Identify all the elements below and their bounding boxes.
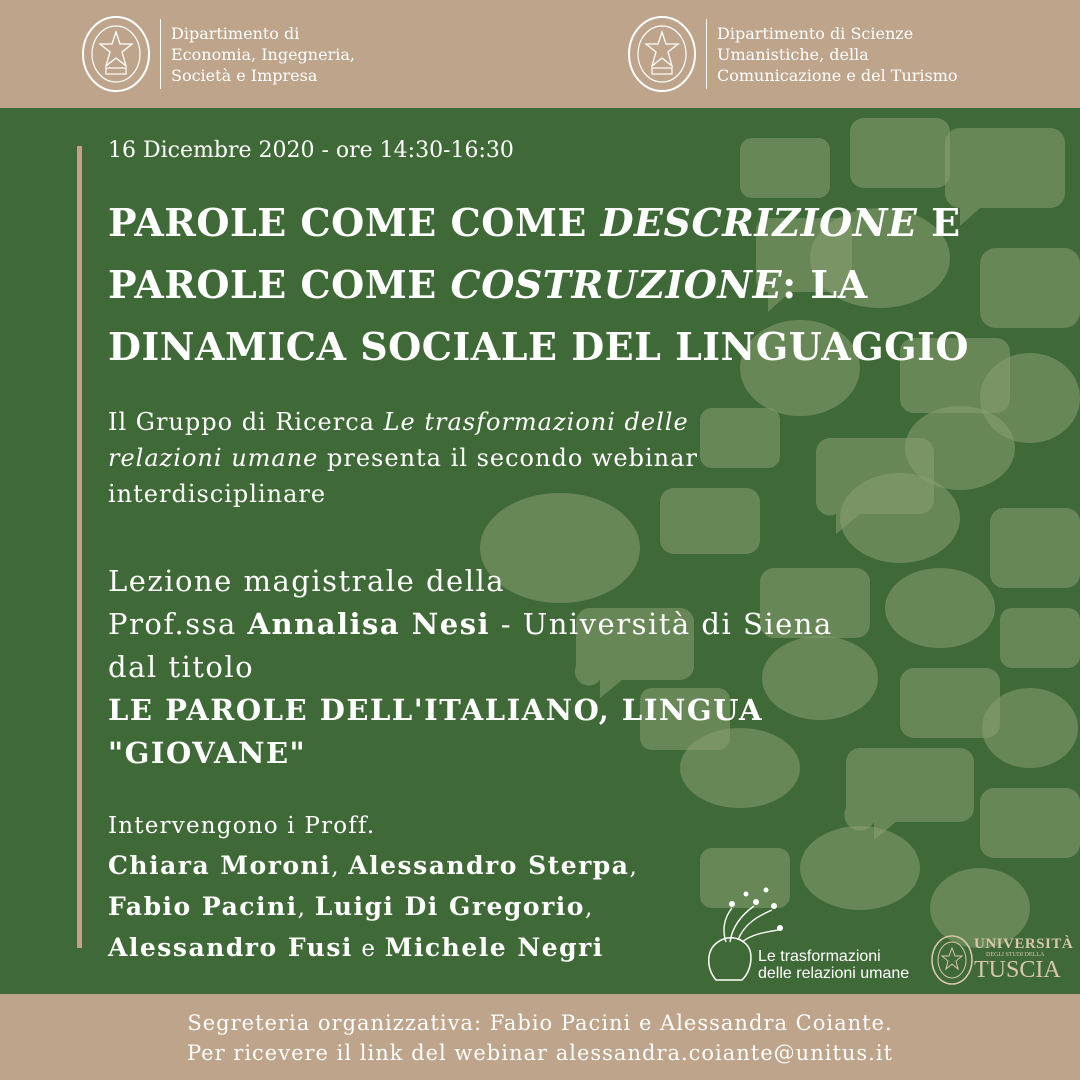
dept-left-block xyxy=(80,14,355,94)
intro-line-1-italic: Le trasformazioni delle xyxy=(383,408,689,436)
dept-left-line-2: Economia, Ingegneria, xyxy=(171,44,355,64)
dept-right-line-3: Comunicazione e del Turismo xyxy=(717,65,958,85)
speaker-name: Michele Negri xyxy=(384,933,604,962)
lecture-line-3: dal titolo xyxy=(108,650,255,684)
title-line-2-part-c: : LA xyxy=(782,262,868,307)
speaker-name: Fabio Pacini xyxy=(108,892,298,921)
lecture-speaker-name: Annalisa Nesi xyxy=(247,607,491,641)
footer-info xyxy=(0,1008,1080,1068)
intro-line-2-part-b: presenta il secondo webinar xyxy=(318,444,698,472)
intro-line-1-part-a: Il Gruppo di Ricerca xyxy=(108,408,384,436)
event-date: 16 Dicembre 2020 - ore 14:30-16:30 xyxy=(108,138,514,163)
dept-right-line-1: Dipartimento di Scienze xyxy=(717,23,914,43)
title-line-1-part-c: E xyxy=(917,200,961,245)
dept-left-name xyxy=(171,23,355,86)
university-seal-icon xyxy=(626,14,698,94)
dept-left-divider xyxy=(160,19,161,89)
speaker-name: Alessandro Fusi xyxy=(108,933,353,962)
uni-name-line-2: DEGLI STUDI DELLA xyxy=(986,952,1045,958)
speaker-separator: , xyxy=(297,895,307,921)
lecture-prof-prefix: Prof.ssa xyxy=(108,607,248,641)
title-line-2-part-a: PAROLE COME xyxy=(108,262,451,307)
research-group-name xyxy=(758,948,909,982)
university-seal-icon xyxy=(80,14,152,94)
group-name-line-2: delle relazioni umane xyxy=(758,965,910,982)
title-line-1-italic: DESCRIZIONE xyxy=(600,200,918,245)
speaker-name: Alessandro Sterpa xyxy=(348,851,630,880)
intro-line-2 xyxy=(108,440,1028,476)
dept-right-line-2: Umanistiche, della xyxy=(717,44,869,64)
speakers-intro: Intervengono i Proff. xyxy=(108,813,376,839)
group-name-line-1: Le trasformazioni xyxy=(758,948,881,965)
lecture-line-1: Lezione magistrale della xyxy=(108,564,506,598)
lecture-title-line-1: LE PAROLE DELL'ITALIANO, LINGUA xyxy=(108,693,764,727)
event-intro xyxy=(108,404,1028,512)
lecture-line-2 xyxy=(108,603,1048,646)
lecture-title-line-2: "GIOVANE" xyxy=(108,736,307,770)
dept-right-divider xyxy=(706,19,707,89)
title-line-1-part-a: PAROLE COME COME xyxy=(108,200,601,245)
speaker-separator: , xyxy=(629,854,638,880)
dept-right-block xyxy=(626,14,958,94)
intro-line-2-italic: relazioni umane xyxy=(108,444,319,472)
lecture-block xyxy=(108,560,1048,775)
research-group-logo xyxy=(702,880,922,990)
title-line-2-italic: COSTRUZIONE xyxy=(450,262,783,307)
footer-secretariat: Segreteria organizzativa: Fabio Pacini e Alessandra Coiante. xyxy=(187,1011,893,1035)
dept-left-line-1: Dipartimento di xyxy=(171,23,300,43)
accent-vertical-bar xyxy=(77,146,82,948)
title-line-3: DINAMICA SOCIALE DEL LINGUAGGIO xyxy=(108,324,969,369)
uni-name-line-3: TUSCIA xyxy=(974,957,1061,983)
speaker-conjunction: e xyxy=(352,936,385,962)
uni-name-line-1: UNIVERSITÀ xyxy=(974,936,1074,952)
intro-line-1 xyxy=(108,404,1028,440)
title-line-2 xyxy=(108,254,1008,316)
intro-line-3: interdisciplinare xyxy=(108,480,327,508)
speaker-separator: , xyxy=(331,854,340,880)
dept-left-line-3: Società e Impresa xyxy=(171,65,318,85)
event-title xyxy=(108,192,1008,378)
title-line-1 xyxy=(108,192,1008,254)
speaker-name: Chiara Moroni xyxy=(108,851,332,880)
university-tuscia-logo xyxy=(928,930,1074,988)
speaker-name: Luigi Di Gregorio xyxy=(314,892,585,921)
footer-webinar-link: Per ricevere il link del webinar alessandra.coiante@unitus.it xyxy=(186,1041,894,1065)
tuscia-seal-icon xyxy=(930,934,974,986)
lecture-affiliation: - Università di Siena xyxy=(490,607,833,641)
dept-right-name xyxy=(717,23,958,86)
speaker-separator: , xyxy=(584,895,594,921)
